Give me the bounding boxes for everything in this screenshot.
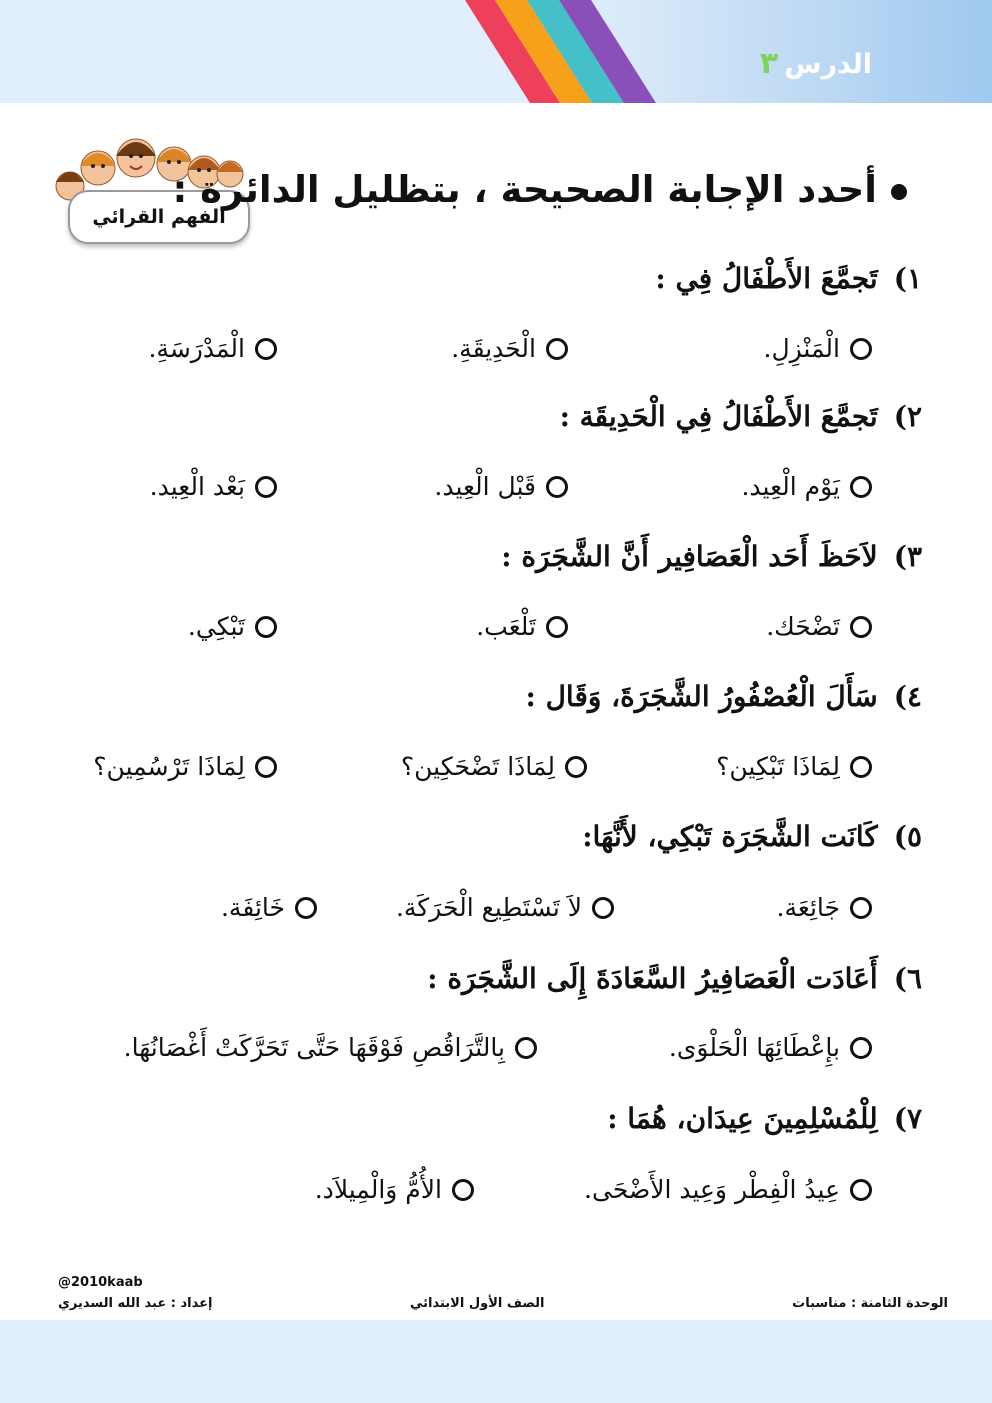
option-label: الأُمُّ وَالْمِيلاَد. xyxy=(314,1175,442,1204)
q3-option-2[interactable] xyxy=(476,612,568,641)
radio-circle-icon[interactable] xyxy=(255,338,277,360)
option-label: يَوْم الْعِيد. xyxy=(741,472,840,501)
question-1 xyxy=(655,262,922,295)
question-number: ٥) xyxy=(893,820,922,853)
radio-circle-icon[interactable] xyxy=(295,897,317,919)
q6-option-2[interactable] xyxy=(124,1033,537,1062)
question-number: ٢) xyxy=(893,400,922,433)
q2-option-3[interactable] xyxy=(150,472,277,501)
question-text: سَأَلَ الْعُصْفُورُ الشَّجَرَةَ، وَقَال : xyxy=(525,680,878,713)
footer-author: إعداد : عبد الله السديري xyxy=(58,1296,213,1311)
q1-option-1[interactable] xyxy=(764,334,872,363)
bullet-icon xyxy=(891,184,907,200)
instruction-heading xyxy=(172,168,907,211)
question-text: كَانَت الشَّجَرَة تَبْكِي، لأَنَّهَا: xyxy=(582,820,878,853)
option-label: قَبْل الْعِيد. xyxy=(434,472,536,501)
option-label: بِالتَّرَاقُصِ فَوْقَهَا حَتَّى تَحَرَّكَتْ أَغْصَانُهَا. xyxy=(123,1033,505,1062)
q2-option-1[interactable] xyxy=(741,472,872,501)
radio-circle-icon[interactable] xyxy=(850,476,872,498)
option-label: تَبْكِي. xyxy=(187,612,245,641)
radio-circle-icon[interactable] xyxy=(850,616,872,638)
radio-circle-icon[interactable] xyxy=(592,897,614,919)
radio-circle-icon[interactable] xyxy=(546,338,568,360)
option-label: لِمَاذَا تَضْحَكِين؟ xyxy=(400,752,555,781)
radio-circle-icon[interactable] xyxy=(452,1179,474,1201)
radio-circle-icon[interactable] xyxy=(255,756,277,778)
question-number: ٦) xyxy=(893,962,922,995)
radio-circle-icon[interactable] xyxy=(850,1037,872,1059)
question-5 xyxy=(582,820,922,853)
radio-circle-icon[interactable] xyxy=(565,756,587,778)
option-label: جَائِعَة. xyxy=(776,893,840,922)
radio-circle-icon[interactable] xyxy=(255,476,277,498)
q1-option-3[interactable] xyxy=(148,334,277,363)
q2-option-2[interactable] xyxy=(434,472,568,501)
question-7 xyxy=(607,1102,922,1135)
footer-unit: الوحدة الثامنة : مناسبات xyxy=(792,1296,948,1311)
color-stripes xyxy=(455,0,715,103)
question-3 xyxy=(501,540,922,573)
radio-circle-icon[interactable] xyxy=(515,1037,537,1059)
option-label: بإِعْطَائِهَا الْحَلْوَى. xyxy=(668,1033,840,1062)
q7-option-1[interactable] xyxy=(584,1175,872,1204)
lesson-number: ٣ xyxy=(759,46,779,81)
option-label: الْمَنْزِلِ. xyxy=(763,334,840,363)
question-text: لاَحَظَ أَحَد الْعَصَافِير أَنَّ الشَّجَرَة : xyxy=(501,540,878,573)
option-label: الْمَدْرَسَةِ. xyxy=(148,334,245,363)
radio-circle-icon[interactable] xyxy=(850,756,872,778)
radio-circle-icon[interactable] xyxy=(850,1179,872,1201)
question-text: لِلْمُسْلِمِينَ عِيدَان، هُمَا : xyxy=(607,1102,878,1135)
radio-circle-icon[interactable] xyxy=(255,616,277,638)
question-text: تَجمَّعَ الأَطْفَالُ فِي : xyxy=(655,262,878,295)
option-label: لاَ تَسْتَطِيع الْحَرَكَة. xyxy=(395,893,582,922)
question-2 xyxy=(560,400,922,433)
question-text: أَعَادَت الْعَصَافِيرُ السَّعَادَةَ إِلَى الشَّجَرَة : xyxy=(427,962,878,995)
option-label: الْحَدِيقَةِ. xyxy=(451,334,536,363)
footer-band xyxy=(0,1320,992,1403)
radio-circle-icon[interactable] xyxy=(850,338,872,360)
badge-label: الفهم القرائي xyxy=(68,190,250,244)
radio-circle-icon[interactable] xyxy=(546,476,568,498)
question-4 xyxy=(525,680,922,713)
q5-option-3[interactable] xyxy=(221,893,317,922)
footer-grade: الصف الأول الابتدائي xyxy=(410,1296,545,1311)
q1-option-2[interactable] xyxy=(451,334,568,363)
question-text: تَجمَّعَ الأَطْفَالُ فِي الْحَدِيقَة : xyxy=(559,400,878,433)
option-label: لِمَاذَا تَرْسُمِين؟ xyxy=(93,752,245,781)
q6-option-1[interactable] xyxy=(669,1033,872,1062)
q5-option-1[interactable] xyxy=(777,893,872,922)
option-label: بَعْد الْعِيد. xyxy=(149,472,245,501)
page-header xyxy=(0,0,992,103)
option-label: تَضْحَك. xyxy=(766,612,840,641)
radio-circle-icon[interactable] xyxy=(850,897,872,919)
lesson-title: الدرس xyxy=(784,49,872,80)
question-number: ٧) xyxy=(893,1102,922,1135)
q3-option-3[interactable] xyxy=(188,612,277,641)
question-number: ٤) xyxy=(893,680,922,713)
lesson-label xyxy=(760,46,872,81)
option-label: لِمَاذَا تَبْكِين؟ xyxy=(716,752,840,781)
question-6 xyxy=(427,962,922,995)
q3-option-1[interactable] xyxy=(766,612,872,641)
footer-handle: @2010kaab xyxy=(58,1275,143,1290)
radio-circle-icon[interactable] xyxy=(546,616,568,638)
question-number: ١) xyxy=(893,262,922,295)
option-label: خَائِفَة. xyxy=(220,893,285,922)
option-label: عِيدُ الْفِطْر وَعِيد الأَضْحَى. xyxy=(584,1175,840,1204)
q4-option-1[interactable] xyxy=(716,752,872,781)
option-label: تَلْعَب. xyxy=(476,612,536,641)
q5-option-2[interactable] xyxy=(396,893,614,922)
q7-option-2[interactable] xyxy=(315,1175,474,1204)
q4-option-3[interactable] xyxy=(93,752,277,781)
q4-option-2[interactable] xyxy=(401,752,587,781)
instruction-text: أحدد الإجابة الصحيحة ، بتظليل الدائرة : xyxy=(172,168,877,211)
question-number: ٣) xyxy=(893,540,922,573)
